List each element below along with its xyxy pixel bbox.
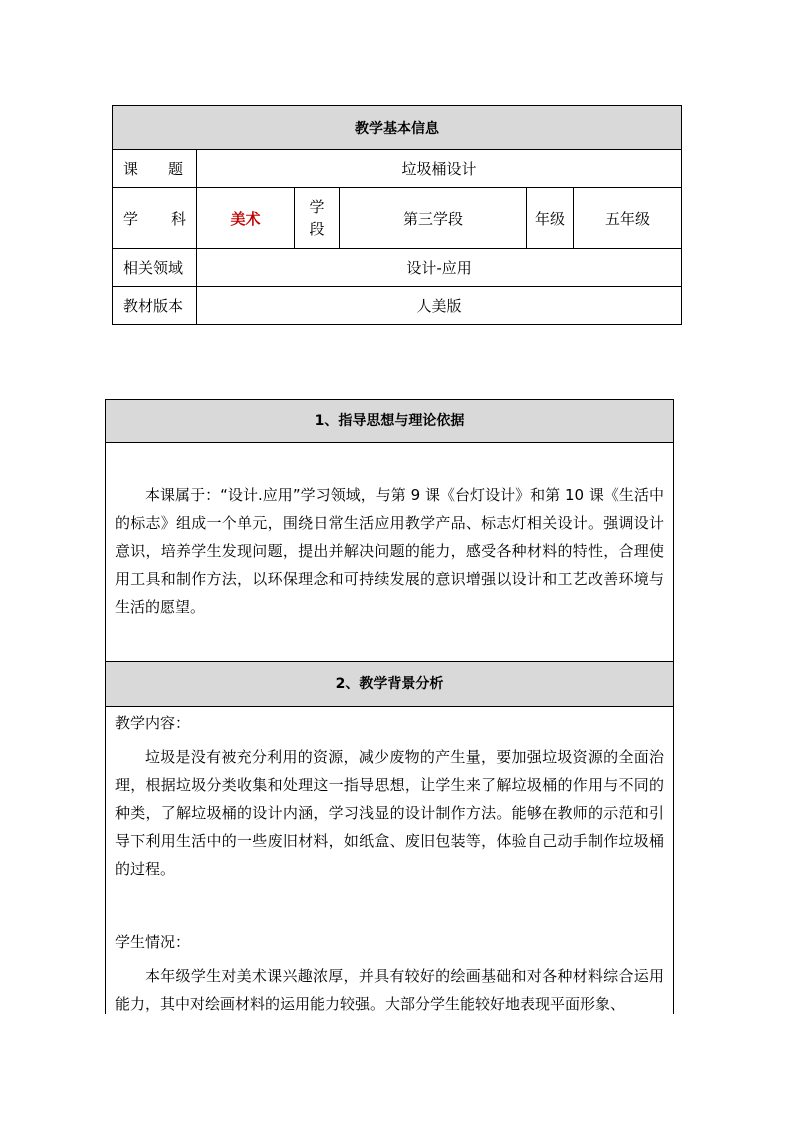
subject-value: 美术 [197, 188, 295, 249]
stage-label-char-2: 段 [309, 220, 325, 238]
grade-value: 五年级 [574, 188, 682, 249]
section2-title: 2、教学背景分析 [106, 661, 673, 707]
edition-label: 教材版本 [113, 287, 197, 325]
subject-label-char-2: 科 [170, 209, 186, 228]
basic-info-table [112, 105, 682, 325]
subject-label-char-1: 学 [123, 209, 139, 228]
stage-label [295, 188, 340, 249]
field-value: 设计-应用 [197, 249, 682, 287]
student-label: 学生情况： [115, 933, 191, 951]
lesson-plan-table [105, 399, 674, 1014]
section1-title: 1、指导思想与理论依据 [106, 400, 673, 443]
basic-info-title: 教学基本信息 [113, 106, 682, 150]
grade-label: 年级 [527, 188, 574, 249]
section1-body: 本课属于：“设计.应用”学习领域，与第 9 课《台灯设计》和第 10 课《生活中的标志》组成一个单元，围绕日常生活应用教学产品、标志灯相关设计。强调设计意识，培养学生发现问题，提出并解决问题的能力，感受各种材料的特性，合理使用工具和制作方法，以环保理念和可持续发展的意识增强以设计和工艺改善环境与生活的愿望。 [115, 486, 664, 616]
content-label: 教学内容： [115, 714, 191, 732]
subject-label [113, 188, 197, 249]
stage-value: 第三学段 [340, 188, 527, 249]
student-body: 本年级学生对美术课兴趣浓厚，并具有较好的绘画基础和对各种材料综合运用能力，其中对绘画材料的运用能力较强。大部分学生能较好地表现平面形象、 [115, 967, 664, 1013]
topic-value: 垃圾桶设计 [197, 150, 682, 188]
field-label: 相关领域 [113, 249, 197, 287]
content-body: 垃圾是没有被充分利用的资源，减少废物的产生量，要加强垃圾资源的全面治理，根据垃圾分类收集和处理这一指导思想，让学生来了解垃圾桶的作用与不同的种类，了解垃圾桶的设计内涵，学习浅显的设计制作方法。能够在教师的示范和引导下利用生活中的一些废旧材料，如纸盒、废旧包装等，体验自己动手制作垃圾桶的过程。 [115, 748, 664, 878]
topic-label: 课 题 [113, 150, 197, 188]
edition-value: 人美版 [197, 287, 682, 325]
stage-label-char-1: 学 [309, 198, 325, 216]
